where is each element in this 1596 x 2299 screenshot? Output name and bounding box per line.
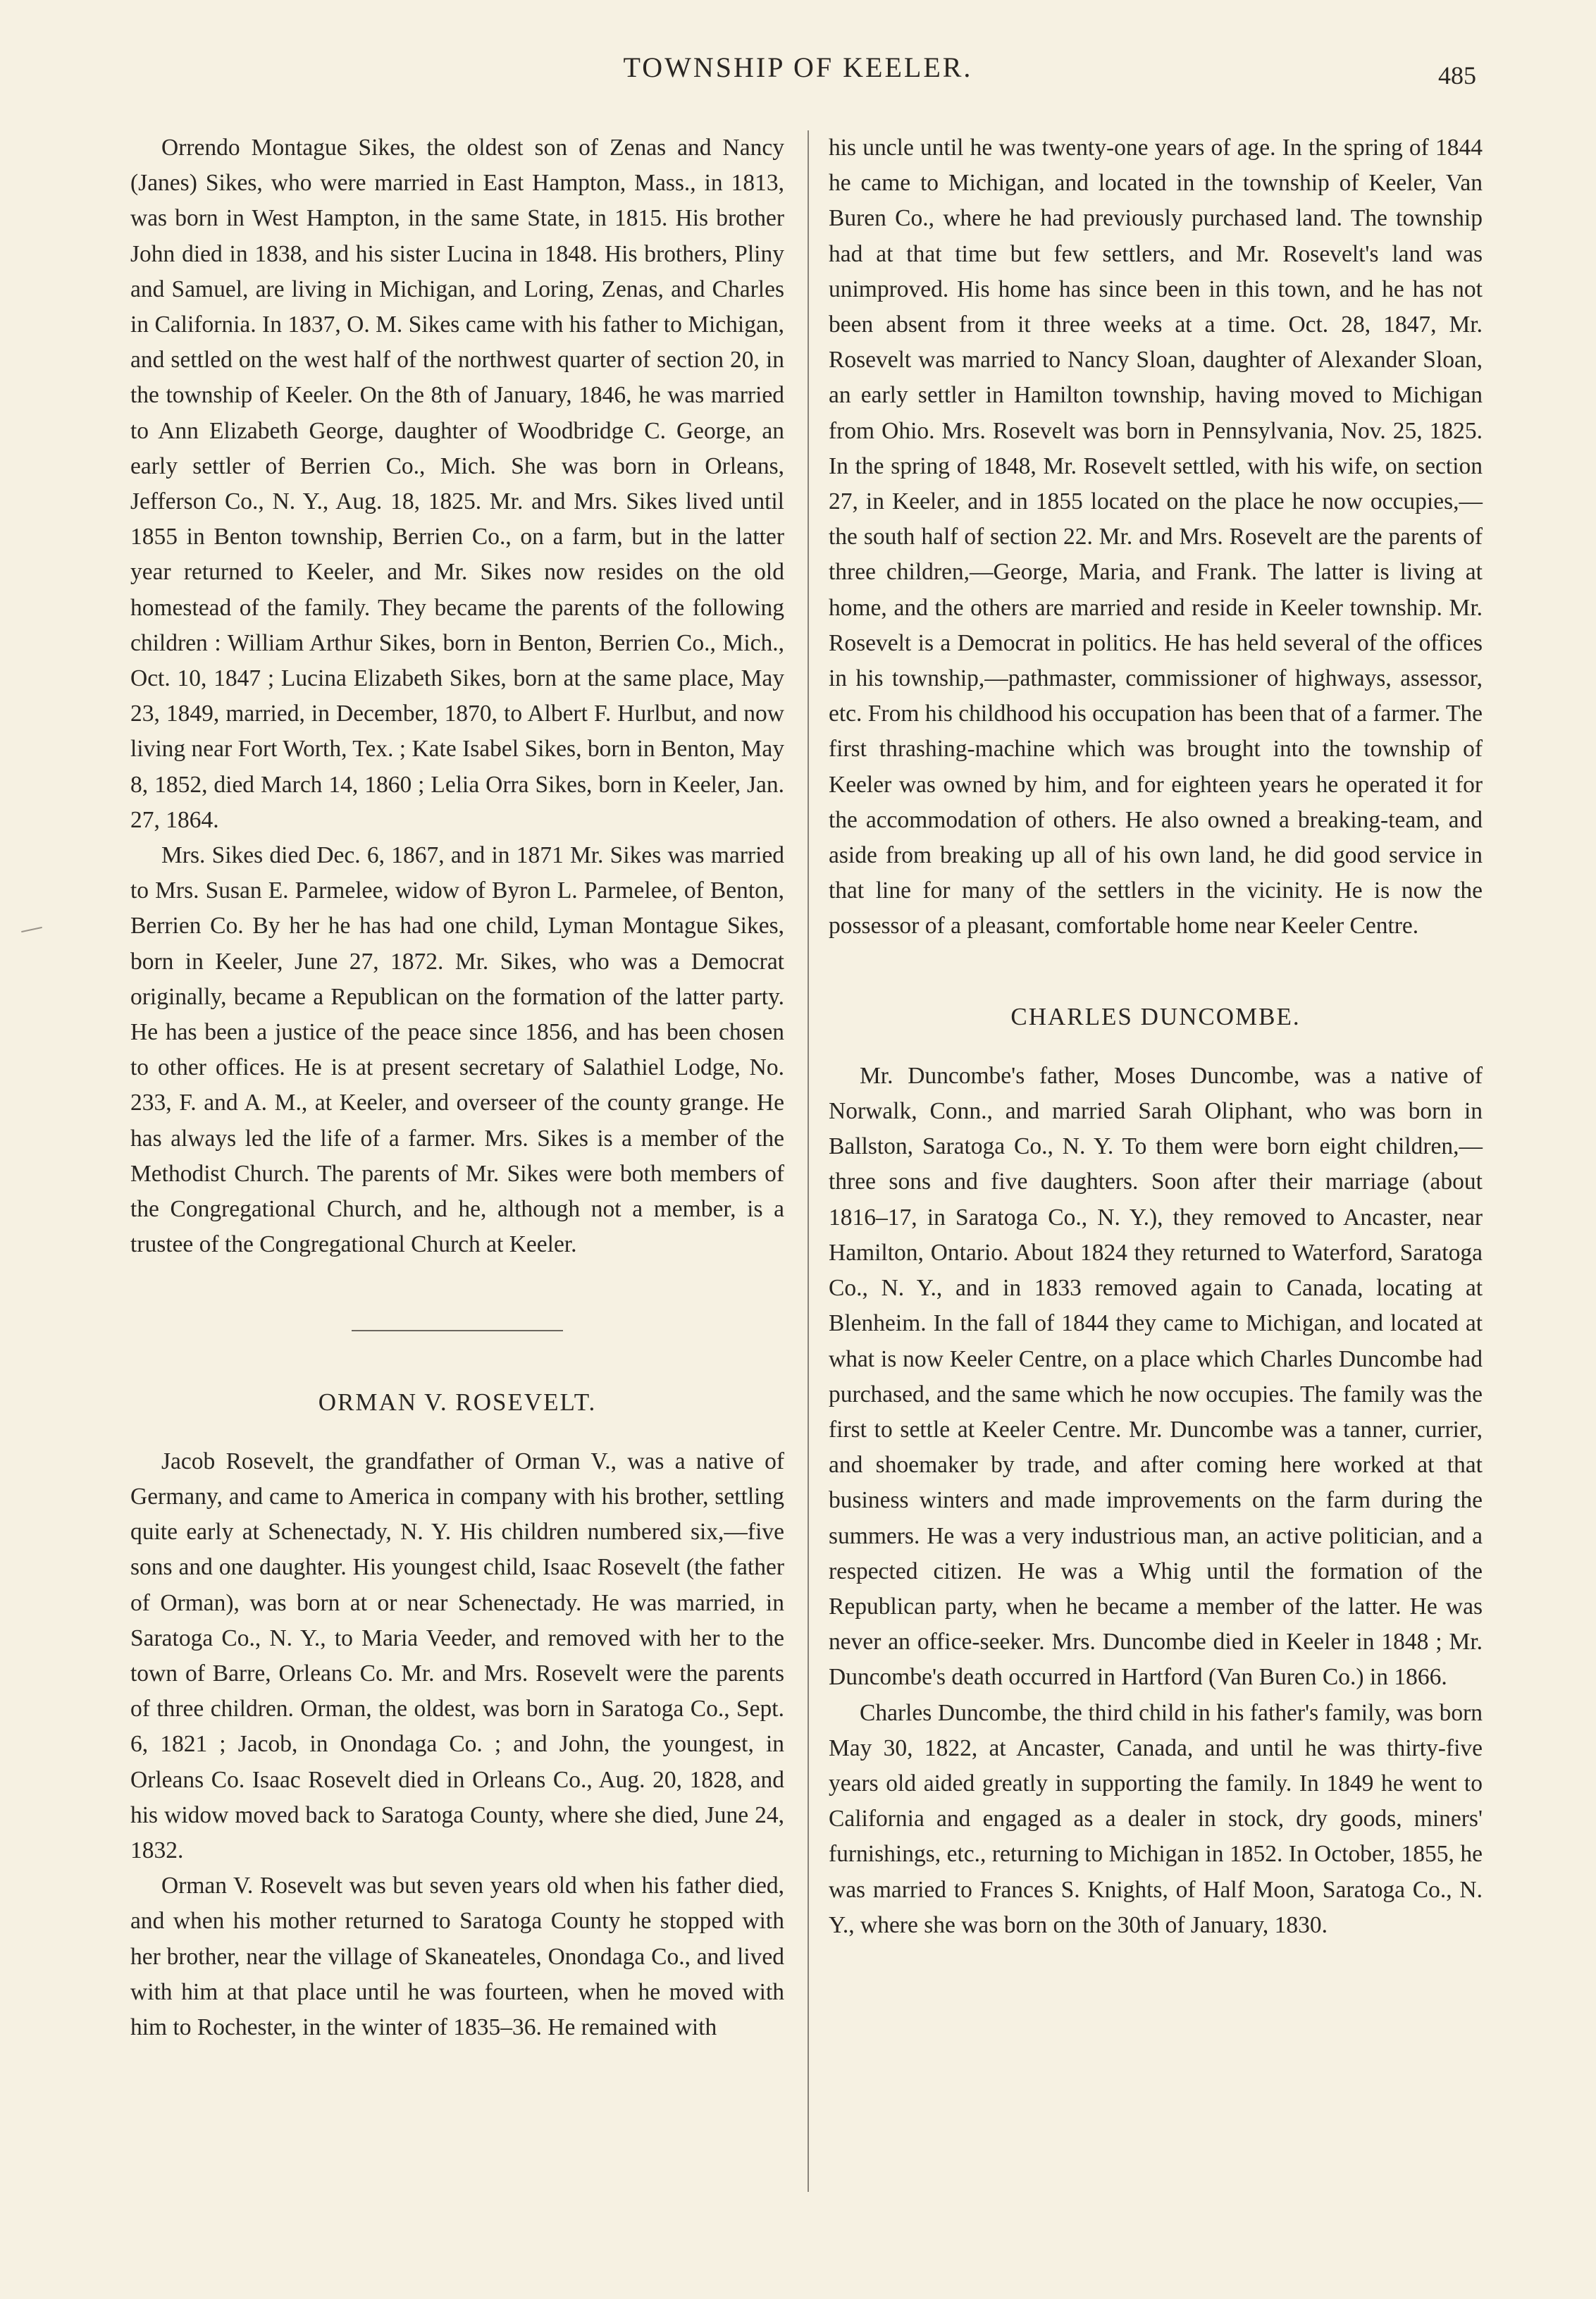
margin-mark <box>21 927 42 932</box>
body-paragraph: Jacob Rosevelt, the grandfather of Orman V., was a native of Germany, and came to America in company with his brother, settling quite early at Schenectady, N. Y. His children numbered six,—five sons and one daughter. His youngest child, Isaac Rosevelt (the father of Orman), was born at or near Schenectady. He was married, in Saratoga Co., N. Y., to Maria Veeder, and removed with her to the town of Barre, Orleans Co. Mr. and Mrs. Rosevelt were the parents of three children. Orman, the oldest, was born in Saratoga Co., Sept. 6, 1821 ; Jacob, in Onondaga Co. ; and John, the youngest, in Orleans Co. Isaac Rosevelt died in Orleans Co., Aug. 20, 1828, and his widow moved back to Saratoga County, where she died, June 24, 1832. <box>130 1448 784 1863</box>
page-number: 485 <box>1438 61 1476 90</box>
right-column <box>829 130 1483 1943</box>
section-title: CHARLES DUNCOMBE. <box>1010 1002 1301 1030</box>
body-paragraph: Charles Duncombe, the third child in his father's family, was born May 30, 1822, at Ancaster, Canada, and until he was thirty-five years old aided greatly in supporting the family. In 1849 he went to California and engaged as a dealer in stock, dry goods, miners' furnishings, etc., returning to Michigan in 1852. In October, 1855, he was married to Frances S. Knights, of Half Moon, Saratoga Co., N. Y., where she was born on the 30th of January, 1830. <box>829 1699 1483 1938</box>
body-paragraph: Mrs. Sikes died Dec. 6, 1867, and in 1871 Mr. Sikes was married to Mrs. Susan E. Parmelee, widow of Byron L. Parmelee, of Benton, Berrien Co. By her he has had one child, Lyman Montague Sikes, born in Keeler, June 27, 1872. Mr. Sikes, who was a Democrat originally, became a Republican on the formation of the latter party. He has been a justice of the peace since 1856, and has been chosen to other offices. He is at present secretary of Salathiel Lodge, No. 233, F. and A. M., at Keeler, and overseer of the county grange. He has always led the life of a farmer. Mrs. Sikes is a member of the Methodist Church. The parents of Mr. Sikes were both members of the Congregational Church, and he, although not a member, is a trustee of the Congregational Church at Keeler. <box>130 842 784 1258</box>
body-paragraph: Mr. Duncombe's father, Moses Duncombe, was a native of Norwalk, Conn., and married Sarah Oliphant, who was born in Ballston, Saratoga Co., N. Y. To them were born eight children,—three sons and five daughters. Soon after their marriage (about 1816–17, in Saratoga Co., N. Y.), they removed to Ancaster, near Hamilton, Ontario. About 1824 they returned to Waterford, Saratoga Co., N. Y., and in 1833 removed again to Canada, locating at Blenheim. In the fall of 1844 they came to Michigan, and located at what is now Keeler Centre, on a place which Charles Duncombe had purchased, and the same which he now occupies. The family was the first to settle at Keeler Centre. Mr. Duncombe was a tanner, currier, and shoemaker by trade, and after coming here worked at that business winters and made improvements on the farm during the summers. He was a very industrious man, an active politician, and a respected citizen. He was a Whig until the formation of the Republican party, when he became a member of the latter. He was never an office-seeker. Mrs. Duncombe died in Keeler in 1848 ; Mr. Duncombe's death occurred in Hartford (Van Buren Co.) in 1866. <box>829 1062 1483 1691</box>
column-divider <box>808 130 809 2192</box>
running-head: TOWNSHIP OF KEELER. <box>623 51 973 83</box>
section-divider <box>352 1330 563 1331</box>
body-paragraph: his uncle until he was twenty-one years of age. In the spring of 1844 he came to Michigan, and located in the township of Keeler, Van Buren Co., where he had previously purchased land. The township had at that time but few settlers, and Mr. Rosevelt's land was unimproved. His home has since been in this town, and he has not been absent from it three weeks at a time. Oct. 28, 1847, Mr. Rosevelt was married to Nancy Sloan, daughter of Alexander Sloan, an early settler in Hamilton township, having moved to Michigan from Ohio. Mrs. Rosevelt was born in Pennsylvania, Nov. 25, 1825. In the spring of 1848, Mr. Rosevelt settled, with his wife, on section 27, in Keeler, and in 1855 located on the place he now occupies,—the south half of section 22. Mr. and Mrs. Rosevelt are the parents of three children,—George, Maria, and Frank. The latter is living at home, and the others are married and reside in Keeler township. Mr. Rosevelt is a Democrat in politics. He has held several of the offices in his township,—pathmaster, commissioner of highways, assessor, etc. From his childhood his occupation has been that of a farmer. The first thrashing-machine which was brought into the township of Keeler was owned by him, and for eighteen years he operated it for the accommodation of others. He also owned a breaking-team, and aside from breaking up all of his own land, he did good service in that line for many of the settlers in the vicinity. He is now the possessor of a pleasant, comfortable home near Keeler Centre. <box>829 135 1483 939</box>
section-title: ORMAN V. ROSEVELT. <box>318 1388 597 1416</box>
left-column <box>130 130 784 2045</box>
body-paragraph: Orrendo Montague Sikes, the oldest son of Zenas and Nancy (Janes) Sikes, who were married in East Hampton, Mass., in 1813, was born in West Hampton, in the same State, in 1815. His brother John died in 1838, and his sister Lucina in 1848. His brothers, Pliny and Samuel, are living in Michigan, and Loring, Zenas, and Charles in California. In 1837, O. M. Sikes came with his father to Michigan, and settled on the west half of the northwest quarter of section 20, in the township of Keeler. On the 8th of January, 1846, he was married to Ann Elizabeth George, daughter of Woodbridge C. George, an early settler of Berrien Co., Mich. She was born in Orleans, Jefferson Co., N. Y., Aug. 18, 1825. Mr. and Mrs. Sikes lived until 1855 in Benton township, Berrien Co., on a farm, but in the latter year returned to Keeler, and Mr. Sikes now resides on the old homestead of the family. They became the parents of the following children : William Arthur Sikes, born in Benton, Berrien Co., Mich., Oct. 10, 1847 ; Lucina Elizabeth Sikes, born at the same place, May 23, 1849, married, in December, 1870, to Albert F. Hurlbut, and now living near Fort Worth, Tex. ; Kate Isabel Sikes, born in Benton, May 8, 1852, died March 14, 1860 ; Lelia Orra Sikes, born in Keeler, Jan. 27, 1864. <box>130 135 784 833</box>
body-paragraph: Orman V. Rosevelt was but seven years old when his father died, and when his mother returned to Saratoga County he stopped with her brother, near the village of Skaneateles, Onondaga Co., and lived with him at that place until he was fourteen, when he moved with him to Rochester, in the winter of 1835–36. He remained with <box>130 1873 784 2040</box>
page-header <box>0 51 1596 93</box>
